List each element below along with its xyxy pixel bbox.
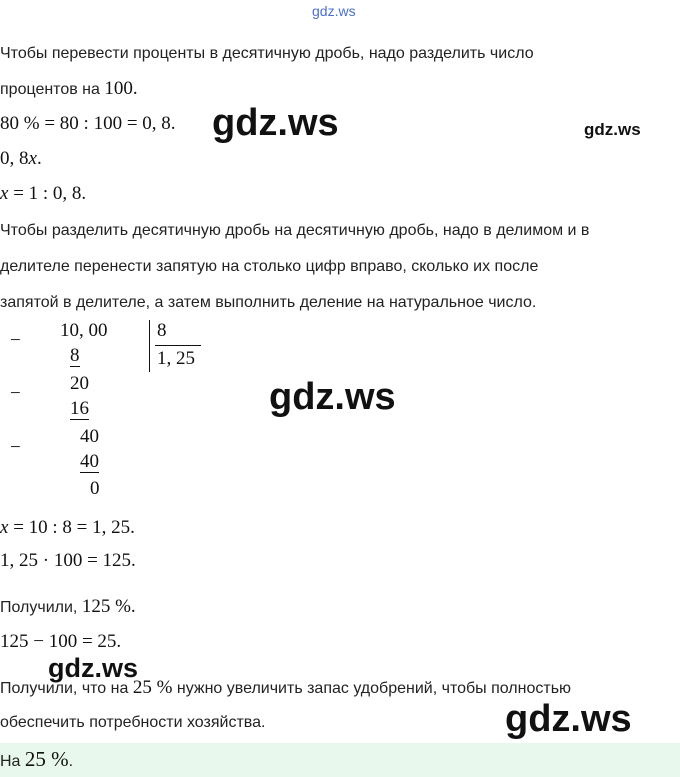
text-fragment: процентов на xyxy=(0,81,105,98)
answer-line xyxy=(0,747,73,772)
division-step: 40 xyxy=(80,451,99,472)
division-vertical-rule xyxy=(149,320,150,372)
answer-value: 25 % xyxy=(24,747,69,771)
text-fragment: Получили, что на xyxy=(0,680,133,697)
minus-sign: − xyxy=(10,437,21,458)
equation xyxy=(0,183,86,205)
division-step: 16 xyxy=(70,398,89,419)
math-fragment: 0, 8 xyxy=(0,148,29,169)
answer-box xyxy=(0,743,680,777)
minus-sign: − xyxy=(10,383,21,404)
division-step: 20 xyxy=(70,373,89,394)
division-horizontal-rule xyxy=(155,345,201,346)
equation: 1, 25 · 100 = 125. xyxy=(0,550,136,571)
text-fragment: Получили, xyxy=(0,599,82,616)
header-site-link[interactable]: gdz.ws xyxy=(312,3,356,19)
answer-text: . xyxy=(68,753,74,770)
math-fragment: = 1 : 0, 8. xyxy=(8,183,87,204)
text-line: запятой в делителе, а затем выполнить деление на натуральное число. xyxy=(0,294,537,311)
watermark: gdz.ws xyxy=(48,653,139,683)
text-fragment: нужно увеличить запас удобрений, чтобы полностью xyxy=(172,680,572,697)
variable-x: x xyxy=(0,183,9,204)
quotient: 1, 25 xyxy=(157,348,195,369)
equation: 125 − 100 = 25. xyxy=(0,631,122,652)
division-remainder: 0 xyxy=(90,478,100,499)
text-line: делителе перенести запятую на столько цифр вправо, сколько их после xyxy=(0,258,539,275)
division-step: 40 xyxy=(80,426,99,447)
dividend: 10, 00 xyxy=(60,320,108,341)
text-line xyxy=(0,78,138,100)
math-fragment: 25 % xyxy=(132,677,173,698)
math-fragment: = 10 : 8 = 1, 25. xyxy=(8,517,135,538)
math-fragment: . xyxy=(36,148,42,169)
text-line: Чтобы разделить десятичную дробь на десятичную дробь, надо в делимом и в xyxy=(0,222,590,239)
math-fragment: 100. xyxy=(104,78,138,99)
minus-sign: − xyxy=(10,330,21,351)
equation xyxy=(0,148,42,170)
watermark: gdz.ws xyxy=(584,120,641,139)
equation xyxy=(0,517,135,539)
answer-text: На xyxy=(0,753,25,770)
variable-x: x xyxy=(0,517,9,538)
variable-x: x xyxy=(28,148,37,169)
text-line: Чтобы перевести проценты в десятичную дробь, надо разделить число xyxy=(0,45,534,62)
math-fragment: 125 %. xyxy=(81,596,136,617)
divisor: 8 xyxy=(157,320,167,341)
text-line: обеспечить потребности хозяйства. xyxy=(0,714,266,731)
text-line xyxy=(0,596,136,618)
watermark: gdz.ws xyxy=(212,102,339,144)
watermark: gdz.ws xyxy=(505,698,632,740)
equation: 80 % = 80 : 100 = 0, 8. xyxy=(0,113,176,134)
division-step: 8 xyxy=(70,345,80,366)
watermark: gdz.ws xyxy=(269,376,396,418)
